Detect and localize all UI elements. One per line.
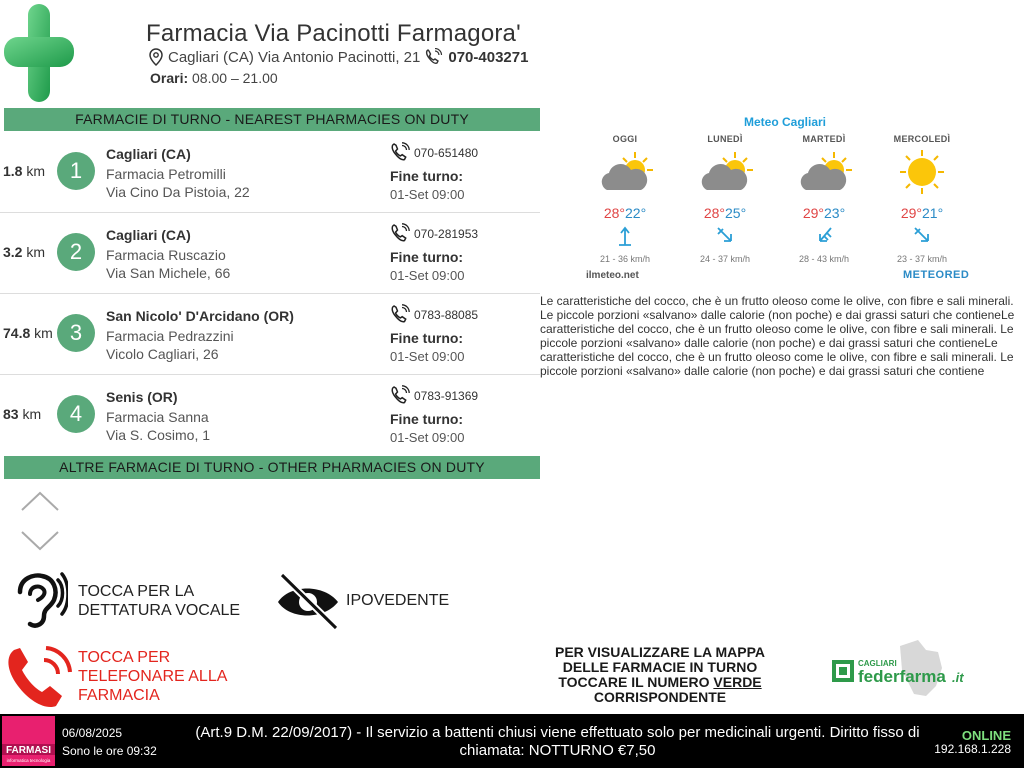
- weather-temps: 29°23°: [802, 205, 846, 221]
- weather-day-name: OGGI: [612, 134, 638, 144]
- pharmacy-city: San Nicolo' D'Arcidano (OR): [106, 308, 294, 324]
- weather-brand-logo: METEORED: [903, 269, 970, 281]
- pharmacy-address: Cagliari (CA) Via Antonio Pacinotti, 21: [168, 48, 421, 66]
- wind-direction-icon: [814, 225, 834, 247]
- phone-icon: [390, 142, 412, 162]
- farmasi-tagline: informatica tecnologia: [6, 758, 51, 763]
- phone-icon: [390, 223, 412, 243]
- weather-day-name: LUNEDÌ: [707, 134, 743, 144]
- duty-end-label: Fine turno:: [390, 249, 464, 265]
- pharmacy-row[interactable]: [0, 294, 540, 375]
- weather-day-name: MARTEDÌ: [802, 134, 846, 144]
- duty-end-value: 01-Set 09:00: [390, 268, 465, 283]
- low-vision-button[interactable]: IPOVEDENTE: [346, 592, 450, 609]
- pharmacy-city: Cagliari (CA): [106, 227, 191, 243]
- pharmacy-address: Vicolo Cagliari, 26: [106, 346, 219, 362]
- sun-icon: [892, 150, 952, 194]
- footer-message: (Art.9 D.M. 22/09/2017) - Il servizio a battenti chiusi viene effettuato solo per medicinali urgenti. Diritto fisso di chiamata: NOTTURNO €7,50: [195, 724, 920, 759]
- pharmacy-number-button[interactable]: 2: [57, 233, 95, 271]
- footer-time: Sono le ore 09:32: [62, 744, 157, 758]
- farmasi-brand: FARMASI: [6, 745, 51, 756]
- pharmacy-cross-logo: [4, 4, 74, 102]
- federfarma-name: federfarma: [858, 667, 946, 686]
- page-title: Farmacia Via Pacinotti Farmagora': [146, 20, 521, 47]
- pharmacy-phone[interactable]: 070-281953: [390, 223, 478, 241]
- ip-address: 192.168.1.228: [934, 742, 1011, 756]
- low-vision-icon[interactable]: [274, 572, 342, 630]
- voice-dictation-button[interactable]: TOCCA PER LA DETTATURA VOCALE: [78, 583, 241, 619]
- footer-date: 06/08/2025: [62, 726, 123, 740]
- pharmacy-city: Cagliari (CA): [106, 146, 191, 162]
- duty-end-value: 01-Set 09:00: [390, 430, 465, 445]
- duty-end-label: Fine turno:: [390, 411, 464, 427]
- other-section-header: ALTRE FARMACIE DI TURNO - OTHER PHARMACIES ON DUTY: [4, 456, 540, 479]
- pharmacy-name: Farmacia Petromilli: [106, 166, 226, 182]
- weather-wind: 23 - 37 km/h: [896, 254, 948, 264]
- weather-title: Meteo Cagliari: [743, 115, 827, 129]
- pharmacy-name: Farmacia Sanna: [106, 409, 209, 425]
- pharmacy-list: [0, 132, 540, 456]
- pharmacy-distance: 74.8 km: [3, 325, 53, 341]
- weather-widget: [580, 112, 990, 288]
- scroll-up-icon[interactable]: [20, 490, 60, 512]
- opening-hours: Orari: 08.00 – 21.00: [150, 70, 278, 86]
- weather-temps: 29°21°: [900, 205, 944, 221]
- weather-day-name: MERCOLEDÌ: [893, 134, 951, 144]
- duty-end-value: 01-Set 09:00: [390, 187, 465, 202]
- weather-day: [580, 134, 670, 264]
- call-phone-icon[interactable]: [4, 644, 76, 712]
- federfarma-region: CAGLIARI: [858, 659, 897, 668]
- federfarma-logo: [830, 640, 975, 700]
- pharmacy-row[interactable]: [0, 132, 540, 213]
- phone-icon: [390, 385, 412, 405]
- weather-temps: 28°25°: [703, 205, 747, 221]
- pharmacy-city: Senis (OR): [106, 389, 178, 405]
- info-text: Le caratteristiche del cocco, che è un frutto oleoso come le olive, con fibre e sali minerali. Le piccole porzioni «salvano» dalle calorie (non poche) e dai grassi saturi che contieneLe caratteristiche del cocco, che è un frutto oleoso come le olive, con fibre e sali minerali. Le piccole porzioni «salvano» dalle calorie (non poche) e dai grassi saturi che contieneLe caratteristiche del cocco, che è un frutto oleoso come le olive, con fibre e sali minerali. Le piccole porzioni «salvano» dalle calorie (non poche) e dai grassi saturi che contiene: [540, 294, 1015, 378]
- weather-day: [779, 134, 869, 264]
- pharmacy-phone[interactable]: 0783-88085: [390, 304, 478, 322]
- pharmacy-row[interactable]: [0, 375, 540, 456]
- weather-day: [877, 134, 967, 264]
- pharmacy-address: Via San Michele, 66: [106, 265, 231, 281]
- pharmacy-phone[interactable]: 0783-91369: [390, 385, 478, 403]
- footer-bar: [0, 714, 1024, 768]
- pharmacy-address: Via S. Cosimo, 1: [106, 427, 211, 443]
- pharmacy-name: Farmacia Ruscazio: [106, 247, 226, 263]
- scroll-down-icon[interactable]: [20, 530, 60, 552]
- weather-temps: 28°22°: [603, 205, 647, 221]
- wind-direction-icon: [715, 225, 735, 247]
- pharmacy-address: Via Cino Da Pistoia, 22: [106, 184, 250, 200]
- duty-end-value: 01-Set 09:00: [390, 349, 465, 364]
- wind-direction-icon: [615, 225, 635, 247]
- pharmacy-distance: 1.8 km: [3, 163, 46, 179]
- pharmacy-address-line: [148, 48, 528, 66]
- ear-icon[interactable]: [12, 572, 68, 630]
- location-pin-icon: [148, 48, 164, 66]
- weather-day: [680, 134, 770, 264]
- phone-icon: [390, 304, 412, 324]
- weather-wind: 24 - 37 km/h: [699, 254, 751, 264]
- call-pharmacy-button[interactable]: TOCCA PER TELEFONARE ALLA FARMACIA: [78, 649, 227, 704]
- farmasi-logo: [2, 716, 55, 766]
- duty-end-label: Fine turno:: [390, 168, 464, 184]
- pharmacy-number-button[interactable]: 4: [57, 395, 95, 433]
- duty-end-label: Fine turno:: [390, 330, 464, 346]
- pharmacy-row[interactable]: [0, 213, 540, 294]
- partly-cloudy-icon: [595, 150, 655, 194]
- partly-cloudy-icon: [695, 150, 755, 194]
- weather-wind: 21 - 36 km/h: [599, 254, 651, 264]
- federfarma-tld: .it: [952, 670, 964, 685]
- nearest-section-header: FARMACIE DI TURNO - NEAREST PHARMACIES ON DUTY: [4, 108, 540, 131]
- pharmacy-phone[interactable]: 070-403271: [448, 48, 529, 66]
- pharmacy-number-button[interactable]: 3: [57, 314, 95, 352]
- online-status: ONLINE: [961, 728, 1011, 743]
- wind-direction-icon: [912, 225, 932, 247]
- map-instructions: PER VISUALIZZARE LA MAPPA DELLE FARMACIE IN TURNO TOCCARE IL NUMERO VERDE CORRISPONDENTE: [554, 644, 765, 705]
- pharmacy-name: Farmacia Pedrazzini: [106, 328, 234, 344]
- weather-wind: 28 - 43 km/h: [798, 254, 850, 264]
- pharmacy-distance: 83 km: [3, 406, 42, 422]
- partly-cloudy-icon: [794, 150, 854, 194]
- pharmacy-phone[interactable]: 070-651480: [390, 142, 478, 160]
- pharmacy-distance: 3.2 km: [3, 244, 46, 260]
- weather-source: ilmeteo.net: [586, 270, 639, 281]
- phone-icon: [424, 48, 444, 66]
- pharmacy-number-button[interactable]: 1: [57, 152, 95, 190]
